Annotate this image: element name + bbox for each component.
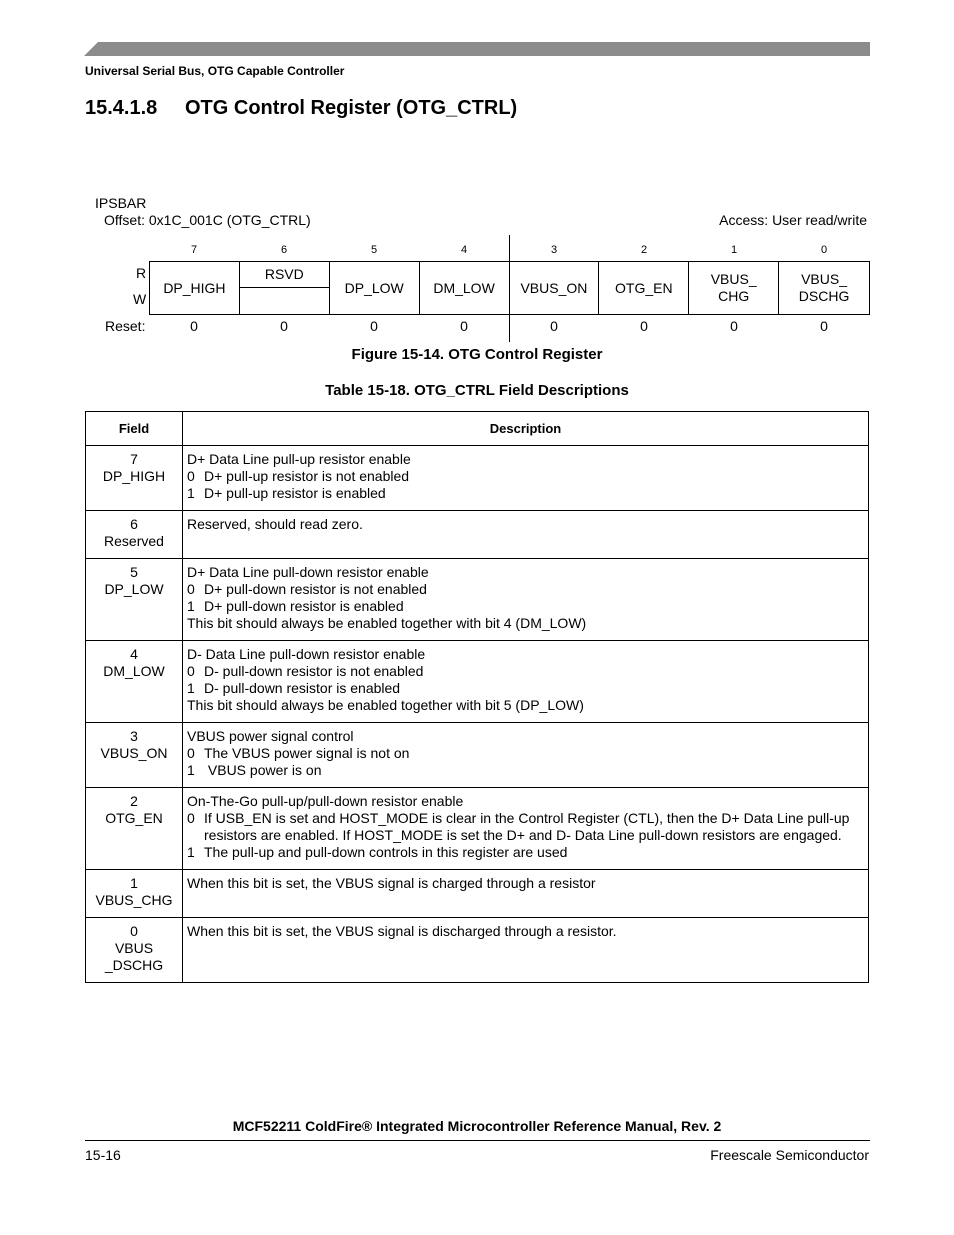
section-number: 15.4.1.8 xyxy=(85,97,158,119)
register-offset: Offset: 0x1C_001C (OTG_CTRL) xyxy=(104,212,311,228)
option-text: D+ pull-down resistor is not enabled xyxy=(204,581,427,597)
option-line xyxy=(187,468,864,485)
ipsbar-label: IPSBAR xyxy=(95,195,147,211)
field-cell: 0 VBUS _DSCHG xyxy=(86,918,183,983)
reset-value: 0 xyxy=(730,318,738,334)
table-row xyxy=(86,723,869,788)
table-row xyxy=(86,559,869,641)
option-line xyxy=(187,598,864,615)
description-column-header: Description xyxy=(183,412,869,446)
reset-value: 0 xyxy=(820,318,828,334)
read-row-label: R xyxy=(136,265,147,281)
description-cell xyxy=(183,723,869,788)
field-cell: 5 DP_LOW xyxy=(86,559,183,641)
register-field: VBUS_ON xyxy=(510,262,600,314)
option-text: D- pull-down resistor is not enabled xyxy=(204,663,424,679)
register-field: DM_LOW xyxy=(420,262,510,314)
option-line xyxy=(187,485,864,502)
description-line: D- Data Line pull-down resistor enable xyxy=(187,646,426,662)
option-value: 1 xyxy=(187,844,195,860)
footer-rule xyxy=(85,1140,870,1141)
description-line: When this bit is set, the VBUS signal is charged through a resistor xyxy=(187,875,596,891)
option-value: 1 xyxy=(187,762,195,778)
table-body xyxy=(86,446,869,983)
option-value: 1 xyxy=(187,485,195,501)
register-field: DP_LOW xyxy=(330,262,420,314)
section-title xyxy=(85,97,517,120)
field-descriptions-table xyxy=(85,411,869,983)
page-number: 15-16 xyxy=(85,1147,121,1163)
table-row xyxy=(86,641,869,723)
reset-value: 0 xyxy=(190,318,198,334)
option-line xyxy=(187,663,864,680)
option-text: D+ pull-down resistor is enabled xyxy=(204,598,404,614)
field-column-header: Field xyxy=(86,412,183,446)
option-line xyxy=(187,680,864,697)
description-line: D+ Data Line pull-up resistor enable xyxy=(187,451,411,467)
description-cell xyxy=(183,788,869,870)
description-cell xyxy=(183,870,869,918)
register-field: OTG_EN xyxy=(599,262,689,314)
write-row-label: W xyxy=(133,291,147,307)
reset-value: 0 xyxy=(280,318,288,334)
option-value: 1 xyxy=(187,598,195,614)
field-cell: 2 OTG_EN xyxy=(86,788,183,870)
reset-value: 0 xyxy=(370,318,378,334)
description-line: This bit should always be enabled together with bit 5 (DP_LOW) xyxy=(187,697,584,713)
description-line: This bit should always be enabled together with bit 4 (DM_LOW) xyxy=(187,615,587,631)
option-value: 0 xyxy=(187,468,195,484)
description-line: VBUS power signal control xyxy=(187,728,354,744)
field-cell: 6 Reserved xyxy=(86,511,183,559)
bit-number: 4 xyxy=(460,244,468,256)
bit-number: 1 xyxy=(730,244,738,256)
option-line xyxy=(187,745,864,762)
description-cell xyxy=(183,446,869,511)
description-cell xyxy=(183,559,869,641)
table-row xyxy=(86,918,869,983)
option-text: D- pull-down resistor is enabled xyxy=(204,680,401,696)
option-value: 0 xyxy=(187,745,195,761)
option-line xyxy=(187,844,864,861)
table-row xyxy=(86,870,869,918)
table-row xyxy=(86,788,869,870)
table-row xyxy=(86,446,869,511)
field-cell: 7 DP_HIGH xyxy=(86,446,183,511)
section-title-text: OTG Control Register (OTG_CTRL) xyxy=(185,97,518,119)
reset-value: 0 xyxy=(640,318,648,334)
bit-number: 6 xyxy=(280,244,288,256)
field-cell: 1 VBUS_CHG xyxy=(86,870,183,918)
option-line xyxy=(187,810,864,844)
register-access: Access: User read/write xyxy=(719,212,867,228)
option-line xyxy=(187,581,864,598)
register-field-reserved xyxy=(240,262,330,314)
description-cell xyxy=(183,641,869,723)
register-field: VBUS_ DSCHG xyxy=(798,271,850,304)
description-cell xyxy=(183,918,869,983)
option-value: 0 xyxy=(187,663,195,679)
option-line xyxy=(187,762,864,779)
register-field: VBUS_ CHG xyxy=(689,262,779,314)
description-line: Reserved, should read zero. xyxy=(187,516,363,532)
running-head: Universal Serial Bus, OTG Capable Controller xyxy=(85,64,345,78)
option-text: D+ pull-up resistor is not enabled xyxy=(204,468,410,484)
register-field: DP_HIGH xyxy=(150,262,240,314)
table-header-row xyxy=(86,412,869,446)
option-text: The VBUS power signal is not on xyxy=(204,745,410,761)
register-field: RSVD xyxy=(240,262,329,288)
table-row xyxy=(86,511,869,559)
option-text: D+ pull-up resistor is enabled xyxy=(204,485,386,501)
bit-number: 5 xyxy=(370,244,378,256)
reset-label: Reset: xyxy=(105,318,146,334)
description-line: When this bit is set, the VBUS signal is discharged through a resistor. xyxy=(187,923,617,939)
bit-number: 3 xyxy=(550,244,558,256)
description-line: D+ Data Line pull-down resistor enable xyxy=(187,564,429,580)
option-text: The pull-up and pull-down controls in this register are used xyxy=(204,844,568,860)
bit-number: 7 xyxy=(190,244,198,256)
bit-number: 0 xyxy=(820,244,828,256)
field-cell: 3 VBUS_ON xyxy=(86,723,183,788)
vendor-name: Freescale Semiconductor xyxy=(710,1147,869,1163)
table-caption: Table 15-18. OTG_CTRL Field Descriptions xyxy=(325,382,629,399)
footer-title: MCF52211 ColdFire® Integrated Microcontroller Reference Manual, Rev. 2 xyxy=(232,1118,722,1134)
reset-value: 0 xyxy=(460,318,468,334)
option-value: 0 xyxy=(187,581,195,597)
option-value: 0 xyxy=(187,810,195,826)
option-text: If USB_EN is set and HOST_MODE is clear in the Control Register (CTL), then the D+ Data Line pull-up resistors are enabled. If HOST_MODE is set the D+ and D- Data Line pull-down resistors are engaged. xyxy=(204,810,854,843)
bit-number: 2 xyxy=(640,244,648,256)
option-text: VBUS power is on xyxy=(204,762,322,778)
figure-caption: Figure 15-14. OTG Control Register xyxy=(351,346,603,363)
description-cell xyxy=(183,511,869,559)
register-fields-row xyxy=(149,261,870,315)
header-bar xyxy=(84,42,870,56)
description-line: On-The-Go pull-up/pull-down resistor enable xyxy=(187,793,464,809)
option-value: 1 xyxy=(187,680,195,696)
reset-value: 0 xyxy=(550,318,558,334)
field-cell: 4 DM_LOW xyxy=(86,641,183,723)
